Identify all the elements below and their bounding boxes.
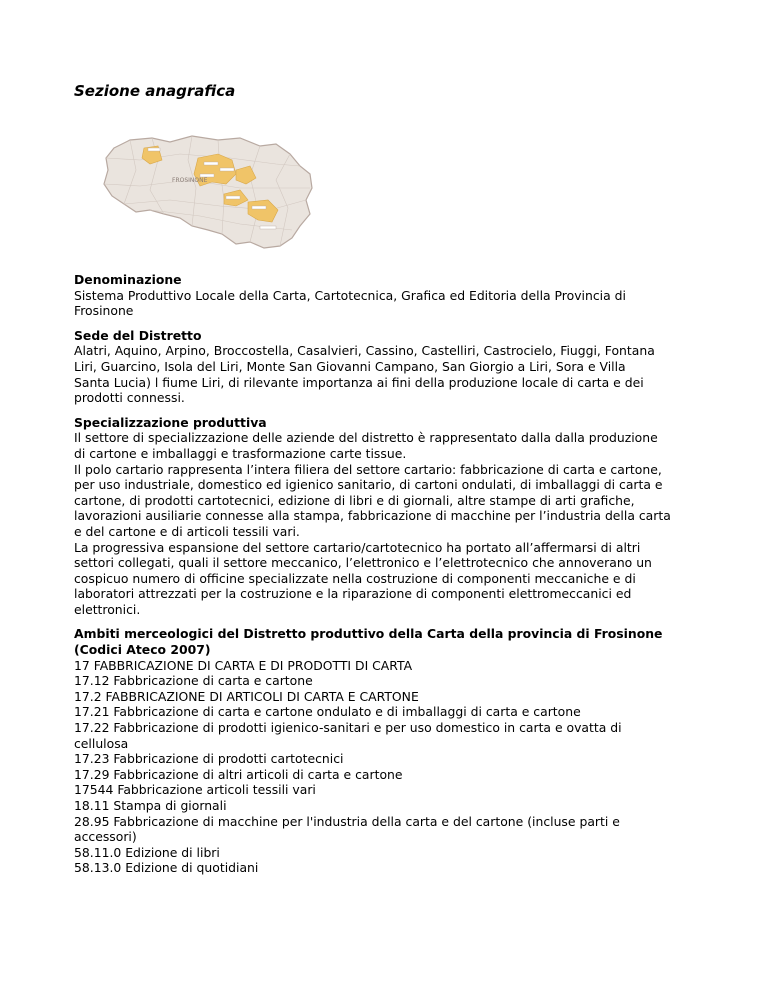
section-heading: Specializzazione produttiva bbox=[74, 414, 267, 430]
ateco-code-line: 17.23 Fabbricazione di prodotti cartotecnici bbox=[74, 751, 344, 767]
text-line: Liri, Guarcino, Isola del Liri, Monte San Giovanni Campano, San Giorgio a Liri, Sora e Villa bbox=[74, 358, 626, 374]
text-line: Il settore di specializzazione delle aziende del distretto è rappresentato dalla dalla produzione bbox=[74, 430, 658, 446]
section-sede bbox=[74, 328, 696, 406]
section-heading: Ambiti merceologici del Distretto produttivo della Carta della provincia di Frosinone bbox=[74, 626, 663, 642]
ateco-code-line: 17.12 Fabbricazione di carta e cartone bbox=[74, 673, 313, 689]
map-label-frosinone: FROSINONE bbox=[172, 177, 208, 184]
ateco-code-line: 17 FABBRICAZIONE DI CARTA E DI PRODOTTI DI CARTA bbox=[74, 657, 413, 673]
district-map bbox=[100, 130, 318, 252]
text-line: Il polo cartario rappresenta l’intera filiera del settore cartario: fabbricazione di carta e cartone, bbox=[74, 461, 662, 477]
section-heading-sub: (Codici Ateco 2007) bbox=[74, 642, 211, 658]
text-line: e del cartone e di articoli tessili vari. bbox=[74, 523, 300, 539]
ateco-code-line: accessori) bbox=[74, 829, 137, 845]
ateco-code-line: 17.2 FABBRICAZIONE DI ARTICOLI DI CARTA E CARTONE bbox=[74, 688, 419, 704]
section-denominazione bbox=[74, 272, 696, 319]
text-line: prodotti connessi. bbox=[74, 390, 185, 406]
ateco-code-line: 17.29 Fabbricazione di altri articoli di carta e cartone bbox=[74, 766, 403, 782]
province-map-image bbox=[100, 130, 318, 252]
ateco-code-line: 17544 Fabbricazione articoli tessili vari bbox=[74, 782, 316, 798]
ateco-code-line: 17.21 Fabbricazione di carta e cartone ondulato e di imballaggi di carta e cartone bbox=[74, 704, 581, 720]
document-body bbox=[74, 272, 696, 885]
text-line: lavorazioni ausiliarie connesse alla stampa, fabbricazione di macchine per l’industria della carta bbox=[74, 508, 671, 524]
province-shape bbox=[104, 136, 312, 248]
text-line: settori collegati, quali il settore meccanico, l’elettronico e l’elettrotecnico che annoverano un bbox=[74, 555, 652, 571]
ateco-code-line: 58.13.0 Edizione di quotidiani bbox=[74, 860, 259, 876]
ateco-code-line: 28.95 Fabbricazione di macchine per l'industria della carta e del cartone (incluse parti e bbox=[74, 813, 620, 829]
section-heading: Sede del Distretto bbox=[74, 327, 202, 343]
text-line: Santa Lucia) l fiume Liri, di rilevante importanza ai fini della produzione locale di carta e dei bbox=[74, 374, 644, 390]
section-specializzazione bbox=[74, 415, 696, 618]
text-line: Sistema Produttivo Locale della Carta, Cartotecnica, Grafica ed Editoria della Provincia di bbox=[74, 287, 626, 303]
ateco-code-line: cellulosa bbox=[74, 735, 129, 751]
text-line: La progressiva espansione del settore cartario/cartotecnico ha portato all’affermarsi di altri bbox=[74, 539, 641, 555]
text-line: Alatri, Aquino, Arpino, Broccostella, Casalvieri, Cassino, Castelliri, Castrocielo, Fiuggi, Fontana bbox=[74, 343, 655, 359]
text-line: di cartone e imballaggi e trasformazione carte tissue. bbox=[74, 445, 407, 461]
section-heading: Denominazione bbox=[74, 272, 182, 287]
ateco-code-line: 18.11 Stampa di giornali bbox=[74, 798, 227, 813]
text-line: cartone, di prodotti cartotecnici, edizione di libri e di giornali, altre stampe di arti grafiche, bbox=[74, 492, 635, 508]
page-title: Sezione anagrafica bbox=[74, 82, 236, 100]
text-line: Frosinone bbox=[74, 303, 134, 319]
text-line: cospicuo numero di officine specializzate nella costruzione di componenti meccaniche e di bbox=[74, 570, 636, 586]
section-ambiti bbox=[74, 626, 696, 876]
text-line: per uso industriale, domestico ed igienico sanitario, di cartoni ondulati, di imballaggi di carta e bbox=[74, 477, 663, 493]
ateco-code-line: 17.22 Fabbricazione di prodotti igienico-sanitari e per uso domestico in carta e ovatta di bbox=[74, 720, 622, 736]
ateco-code-line: 58.11.0 Edizione di libri bbox=[74, 844, 220, 860]
text-line: elettronici. bbox=[74, 601, 141, 617]
text-line: laboratori attrezzati per la costruzione e la riparazione di componenti elettromeccanici ed bbox=[74, 586, 632, 602]
